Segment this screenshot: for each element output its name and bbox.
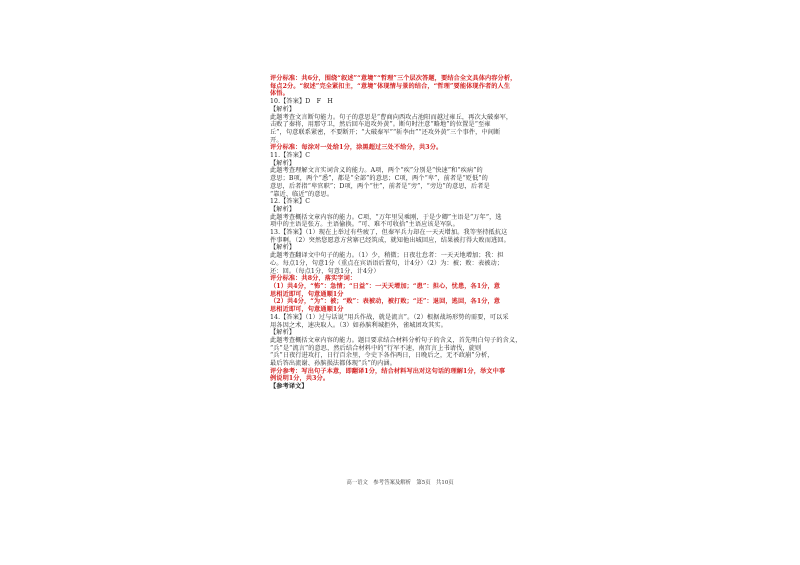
scoring-note-line: 评分标准：共6分，围绕“叙述”“意境”“哲理”三个层次答题，要结合全文具体内容分析， [270, 75, 517, 82]
answer-text-line: 此题考查翻译文中句子的能力。（1）少，稍微；日夜壮怠者：一天天地增加；我：担 [270, 252, 504, 260]
document-body [270, 75, 562, 391]
answer-text-line: 【解析】 [270, 244, 296, 252]
answer-text-line: 【解析】 [270, 205, 296, 213]
answer-text-line: 10.【答案】D F H [270, 98, 333, 106]
answer-text-line: 开。 [270, 136, 283, 144]
scoring-note-line: 评分标准：共8分，落实字词： [270, 275, 357, 283]
answer-text-line: 【解析】 [270, 105, 296, 113]
answer-text-line: 丘”，句意联系紧密，不要断开；“大破秦军”“斩李由”“还攻外黄”三个事件，中间断 [270, 128, 501, 136]
scoring-note-line: 体悟。 [270, 90, 289, 98]
answer-text-line: 此题考查理解文言实词含义的能力。A项，两个“疾”分别是“快速”和“疾病”的 [270, 167, 483, 175]
scoring-note-line: 思相近即可，句意通顺1分 [270, 306, 344, 314]
answer-text-line: 此题考查文言断句能力。句子的意思是“曹商向西攻占池阳而越过雍丘，再次大破秦军， [270, 113, 513, 121]
answer-text-line: 意思；B项，两个“悉”，都是“全部”的意思；C项，两个“卑”，前者是“贬低”的 [270, 175, 488, 183]
answer-text-line: 13.【答案】（1）现在上举过有些疲了，但秦军兵力却在一天天增加。我等坚持抵抗这 [270, 229, 508, 237]
answer-text-line: “兵”日夜行进攻打，日行百余里，令史下各作两日，日晚后之，无不政崩”分析， [270, 352, 494, 360]
answer-text-line: 还：回。（每点1分，句意1分，计4分） [270, 267, 380, 275]
answer-text-line: 件事啊。（2）突然您愿意方营寨已经筑成，就知他出城回应，结果被打得大败而逃回。 [270, 236, 510, 244]
answer-text-line: “靠近、临近”的意思。 [270, 190, 334, 198]
scoring-note-line: 评分标准：每涂对一处给1分，涂黑超过三处不给分，共3分。 [270, 144, 443, 152]
answer-text-line: 此题考查概括文章内容的能力。C项，“万年里吴乘刚，于是少卿”主语是“万年”，选 [270, 213, 502, 221]
answer-text-line: 12.【答案】C [270, 198, 311, 206]
answer-text-line: 14.【答案】（1）过与话说“用兵作战，就是流言”。（2）根据战场形势的需要，可以采 [270, 313, 509, 321]
answer-text-line: 【解析】 [270, 159, 296, 167]
answer-text-line: 用各因之术，速决取人。（3）如孙膑利城拒外，雀城团攻其实。 [270, 321, 447, 329]
scoring-note-line: （1）共4分，“怖”：急情；“日益”：一天天增加；“患”：担心，忧患，各1分，意 [270, 282, 501, 290]
scoring-note-line: 例说明1分，共3分。 [270, 375, 330, 383]
answer-text-line: 意思，后者指“卑官职”；D项，两个“往”，前者是“旁”，“旁边”的意思，后者是 [270, 182, 490, 190]
scoring-note-line: （2）共4分，“为”：被；“败”：表被动，被打败；“还”：退回，逃回，各1分，意 [270, 298, 501, 306]
answer-text-line: “兵”是“流言”的意思，然后结合材料中的“行军不速，南宫言上书请伐，旋则 [270, 344, 482, 352]
answer-text-line: 此题考查概括文章内容的能力。题目要求结合材料分析句子的含义，首先明白句子的含义， [270, 336, 522, 344]
scoring-note-line: 思相近即可，句意通顺1分 [270, 290, 344, 298]
answer-text-line: 击败了秦将，用那守卫，然后回车追攻外黄”。断句时注意“略地”的位置是“至雍 [270, 121, 491, 129]
scoring-note-line: 每点2分。“叙述”完全紧扣主，“意境”体现情与景的结合，“哲理”要能体现作者的人生 [270, 82, 511, 90]
answer-text-line: 11.【答案】C [270, 152, 311, 160]
answer-text-line: 最后答出流谢、孙膑损法都体现“兵”的内涵。 [270, 360, 396, 368]
scoring-note-line: 评分参考：写出句子本意，即翻译1分，结合材料写出对这句话的理解1分，举文中事 [270, 367, 506, 375]
answer-text-line: 【解析】 [270, 329, 296, 337]
page-footer: 高一语文 参考答案及解析 第5页 共10页 [346, 480, 454, 486]
answer-text-line: 项中的主语是张方。主语偷换。“可、难不可收拾”主语应该是军队。 [270, 221, 459, 229]
answer-text-line: 心。每点1分，句意1分（重点在宾语语后置句，计4分）（2）为：被；败：表被动； [270, 259, 504, 267]
answer-text-line: 【参考译文】 [270, 383, 308, 391]
